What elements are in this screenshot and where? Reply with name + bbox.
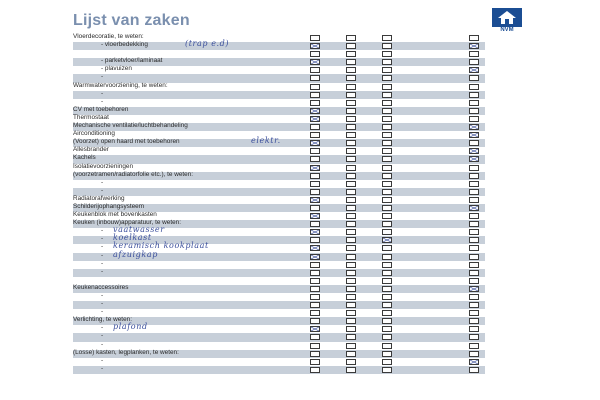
checkbox[interactable] (346, 197, 356, 203)
checkbox[interactable] (382, 367, 392, 373)
checkbox[interactable] (382, 270, 392, 276)
checkbox[interactable] (346, 278, 356, 284)
checklist-row (73, 39, 485, 50)
row-shading (73, 188, 485, 196)
checklist-row (73, 358, 485, 366)
checkbox-checked[interactable] (310, 245, 320, 251)
checkbox[interactable] (382, 351, 392, 357)
checkbox[interactable] (346, 108, 356, 114)
checkbox[interactable] (469, 116, 479, 122)
checkbox-checked[interactable] (310, 59, 320, 65)
checkbox[interactable] (382, 100, 392, 106)
checkbox[interactable] (346, 148, 356, 154)
checklist-row (73, 269, 485, 277)
handwritten-note: afzuigkap (113, 249, 158, 259)
checkbox[interactable] (382, 359, 392, 365)
checkbox[interactable] (382, 156, 392, 162)
checkbox[interactable] (346, 334, 356, 340)
row-label: - parketvloer/laminaat (101, 57, 163, 65)
checkbox[interactable] (469, 173, 479, 179)
row-label: (Losse) kasten, legplanken, te weten: (73, 348, 179, 356)
checkbox[interactable] (469, 270, 479, 276)
row-shading (73, 301, 485, 309)
row-label: Airconditioning (73, 130, 115, 138)
checkbox[interactable] (382, 197, 392, 203)
checkbox[interactable] (382, 84, 392, 90)
checkbox[interactable] (310, 351, 320, 357)
checkbox-checked[interactable] (469, 205, 479, 211)
checkbox[interactable] (382, 245, 392, 251)
handwritten-note: koelkast (113, 233, 152, 243)
checkbox[interactable] (382, 262, 392, 268)
row-label: - vloerbedekking (101, 41, 148, 49)
checkbox[interactable] (310, 343, 320, 349)
checkbox[interactable] (310, 359, 320, 365)
checklist-row (73, 309, 485, 317)
checklist-row (73, 66, 485, 74)
checklist-row (73, 277, 485, 285)
row-label: Mechanische ventilatie/luchtbehandeling (73, 122, 188, 130)
checkbox[interactable] (346, 310, 356, 316)
handwritten-note: (trap e.d) (185, 39, 230, 49)
checkbox[interactable] (346, 59, 356, 65)
checkbox[interactable] (346, 100, 356, 106)
handwritten-note: elektr. (251, 136, 281, 146)
page-title: Lijst van zaken (73, 12, 190, 29)
row-shading (73, 333, 485, 341)
checkbox[interactable] (382, 132, 392, 138)
checklist-row (73, 123, 485, 131)
checklist-row (73, 147, 485, 155)
row-shading (73, 366, 485, 374)
checkbox-checked[interactable] (469, 148, 479, 154)
checkbox[interactable] (346, 51, 356, 57)
checkbox[interactable] (346, 35, 356, 41)
row-label: - (101, 235, 104, 243)
checkbox[interactable] (469, 100, 479, 106)
checklist-row (73, 188, 485, 196)
checkbox-checked[interactable] (310, 165, 320, 171)
checkbox[interactable] (310, 334, 320, 340)
checkbox[interactable] (346, 165, 356, 171)
checkbox[interactable] (469, 237, 479, 243)
checkbox[interactable] (382, 92, 392, 98)
checkbox[interactable] (469, 351, 479, 357)
checkbox[interactable] (469, 278, 479, 284)
checkbox[interactable] (310, 181, 320, 187)
row-label: Vloerdecoratie, te weten: (73, 33, 144, 40)
checkbox[interactable] (382, 75, 392, 81)
checkbox[interactable] (469, 140, 479, 146)
checkbox[interactable] (382, 205, 392, 211)
row-label: (voorzetramen/radiatorfolie etc.), te weten: (73, 170, 194, 178)
row-label: - (101, 251, 104, 259)
checkbox[interactable] (346, 67, 356, 73)
row-label: Kachels (73, 154, 96, 162)
checkbox[interactable] (310, 294, 320, 300)
checkbox[interactable] (310, 367, 320, 373)
checkbox[interactable] (310, 92, 320, 98)
row-label: CV met toebehoren (73, 105, 129, 113)
checkbox[interactable] (382, 43, 392, 49)
row-label: - (101, 227, 104, 235)
checkbox[interactable] (346, 205, 356, 211)
checkbox[interactable] (310, 278, 320, 284)
checklist-row (73, 301, 485, 309)
checkbox[interactable] (346, 245, 356, 251)
checkbox[interactable] (469, 51, 479, 57)
checkbox[interactable] (310, 132, 320, 138)
checkbox[interactable] (382, 59, 392, 65)
row-label: Allesbrander (73, 146, 109, 154)
row-label: - (101, 364, 104, 372)
checkbox[interactable] (469, 213, 479, 219)
checkbox[interactable] (310, 100, 320, 106)
checkbox[interactable] (346, 173, 356, 179)
checkbox[interactable] (346, 326, 356, 332)
checkbox[interactable] (469, 108, 479, 114)
checklist-row (73, 91, 485, 99)
row-label: - (101, 267, 104, 275)
checkbox[interactable] (346, 367, 356, 373)
checkbox[interactable] (469, 229, 479, 235)
row-label: Isolatievoorzieningen (73, 162, 134, 170)
checkbox[interactable] (346, 262, 356, 268)
checklist-row (73, 107, 485, 115)
checkbox[interactable] (469, 84, 479, 90)
checkbox[interactable] (346, 43, 356, 49)
checkbox[interactable] (310, 156, 320, 162)
checklist-row (73, 293, 485, 301)
logo-label: NVM (500, 27, 514, 33)
row-label: - (101, 259, 104, 267)
row-shading (73, 269, 485, 277)
row-label: (Voorzet) open haard met toebehoren (73, 138, 180, 146)
checkbox[interactable] (310, 124, 320, 130)
checkbox[interactable] (382, 173, 392, 179)
checkbox[interactable] (469, 165, 479, 171)
row-label: - (101, 324, 104, 332)
checklist-row (73, 322, 485, 333)
checkbox[interactable] (346, 229, 356, 235)
checklist-table (73, 34, 485, 374)
checkbox[interactable] (346, 124, 356, 130)
checkbox[interactable] (382, 165, 392, 171)
checkbox[interactable] (346, 213, 356, 219)
checkbox[interactable] (346, 75, 356, 81)
checklist-row (73, 350, 485, 358)
row-label: - (101, 292, 104, 299)
row-label: Keukenaccessoires (73, 283, 129, 291)
row-label: Keuken (inbouw)apparatuur, te weten: (73, 219, 182, 227)
checkbox[interactable] (346, 221, 356, 227)
checkbox[interactable] (469, 35, 479, 41)
row-label: - (101, 97, 104, 105)
checkbox[interactable] (310, 237, 320, 243)
checkbox[interactable] (346, 318, 356, 324)
row-label: - (101, 356, 104, 364)
checkbox[interactable] (469, 197, 479, 203)
checkbox[interactable] (346, 359, 356, 365)
checkbox[interactable] (469, 181, 479, 187)
checkbox[interactable] (346, 286, 356, 292)
checkbox[interactable] (310, 51, 320, 57)
checklist-row (73, 261, 485, 269)
checkbox[interactable] (382, 213, 392, 219)
checkbox[interactable] (382, 140, 392, 146)
checkbox-checked[interactable] (310, 254, 320, 260)
row-label: Keukenblok met bovenkasten (73, 211, 157, 219)
checkbox[interactable] (382, 51, 392, 57)
checkbox-checked[interactable] (469, 43, 479, 49)
checkbox[interactable] (469, 326, 479, 332)
checklist-row (73, 366, 485, 374)
checkbox[interactable] (469, 221, 479, 227)
checkbox[interactable] (382, 148, 392, 154)
checkbox[interactable] (469, 294, 479, 300)
row-label: - (101, 89, 104, 97)
checkbox[interactable] (346, 237, 356, 243)
checkbox-checked[interactable] (469, 67, 479, 73)
checkbox[interactable] (346, 84, 356, 90)
checkbox[interactable] (469, 318, 479, 324)
checkbox[interactable] (346, 181, 356, 187)
row-label: - (101, 186, 104, 194)
checkbox[interactable] (346, 270, 356, 276)
checkbox-checked[interactable] (310, 213, 320, 219)
checkbox[interactable] (382, 302, 392, 308)
row-label: - plavuizen (101, 65, 132, 73)
checkbox[interactable] (382, 181, 392, 187)
checkbox[interactable] (469, 189, 479, 195)
checkbox-checked[interactable] (310, 197, 320, 203)
checkbox[interactable] (382, 254, 392, 260)
checkbox[interactable] (382, 221, 392, 227)
row-label: Warmwatervoorziening, te weten: (73, 81, 168, 89)
checkbox[interactable] (469, 302, 479, 308)
checkbox-checked[interactable] (469, 359, 479, 365)
checkbox[interactable] (310, 221, 320, 227)
checkbox[interactable] (469, 334, 479, 340)
checkbox[interactable] (310, 84, 320, 90)
checkbox[interactable] (382, 286, 392, 292)
checklist-row (73, 249, 485, 261)
checkbox[interactable] (310, 262, 320, 268)
checkbox[interactable] (382, 189, 392, 195)
handwritten-note: keramisch kookplaat (113, 241, 209, 251)
checkbox-checked[interactable] (469, 286, 479, 292)
checkbox[interactable] (310, 189, 320, 195)
checkbox[interactable] (469, 92, 479, 98)
checkbox[interactable] (382, 35, 392, 41)
checkbox[interactable] (310, 205, 320, 211)
checkbox-checked[interactable] (310, 229, 320, 235)
row-label: Thermostaat (73, 113, 109, 121)
checkbox[interactable] (469, 75, 479, 81)
checkbox[interactable] (469, 343, 479, 349)
row-label: - (101, 340, 104, 348)
checkbox[interactable] (346, 343, 356, 349)
checkbox[interactable] (382, 343, 392, 349)
row-shading (73, 91, 485, 99)
row-label: - (101, 300, 104, 308)
row-shading (73, 285, 485, 293)
checkbox-checked[interactable] (310, 116, 320, 122)
checklist-row (73, 180, 485, 188)
house-icon (492, 8, 522, 27)
checklist-row (73, 99, 485, 107)
checkbox[interactable] (346, 132, 356, 138)
row-label: Radiatorafwerking (73, 194, 125, 202)
checklist-row (73, 58, 485, 66)
checkbox[interactable] (310, 148, 320, 154)
checkbox[interactable] (382, 278, 392, 284)
checkbox[interactable] (310, 173, 320, 179)
handwritten-note: plafond (113, 322, 148, 332)
checklist-row (73, 285, 485, 293)
checkbox[interactable] (346, 189, 356, 195)
checkbox-checked[interactable] (469, 156, 479, 162)
row-label: - (101, 73, 104, 81)
row-label: - (101, 243, 104, 251)
checkbox[interactable] (382, 108, 392, 114)
checkbox[interactable] (382, 318, 392, 324)
checkbox[interactable] (469, 367, 479, 373)
checklist-row (73, 136, 485, 147)
checkbox[interactable] (310, 302, 320, 308)
checkbox[interactable] (382, 326, 392, 332)
row-label: - (101, 332, 104, 340)
nvm-logo (492, 8, 522, 34)
checkbox[interactable] (310, 286, 320, 292)
checklist-row (73, 172, 485, 180)
checkbox[interactable] (469, 262, 479, 268)
checkbox-checked[interactable] (310, 108, 320, 114)
checklist-row (73, 333, 485, 341)
row-shading (73, 107, 485, 115)
checkbox[interactable] (346, 140, 356, 146)
checkbox[interactable] (310, 310, 320, 316)
checkbox[interactable] (346, 294, 356, 300)
checkbox-checked[interactable] (382, 237, 392, 243)
row-label: Schilderijophangsysteem (73, 202, 145, 210)
checkbox[interactable] (469, 59, 479, 65)
checklist-row (73, 83, 485, 91)
row-label: - (101, 178, 104, 186)
checkbox[interactable] (346, 116, 356, 122)
row-shading (73, 155, 485, 163)
checkbox[interactable] (382, 67, 392, 73)
checkbox[interactable] (310, 270, 320, 276)
row-label: Verlichting, te weten: (73, 316, 132, 324)
checkbox[interactable] (469, 245, 479, 251)
checkbox[interactable] (310, 75, 320, 81)
checkbox-checked[interactable] (310, 326, 320, 332)
checkbox[interactable] (382, 310, 392, 316)
checkbox[interactable] (469, 254, 479, 260)
checkbox[interactable] (346, 302, 356, 308)
checkbox[interactable] (346, 156, 356, 162)
checkbox-checked[interactable] (469, 124, 479, 130)
checkbox[interactable] (346, 92, 356, 98)
handwritten-note: vaatwasser (113, 225, 165, 235)
checkbox[interactable] (469, 310, 479, 316)
checkbox[interactable] (310, 318, 320, 324)
row-label: - (101, 308, 104, 316)
checkbox[interactable] (346, 351, 356, 357)
checkbox[interactable] (382, 294, 392, 300)
checkbox[interactable] (346, 254, 356, 260)
checkbox-checked[interactable] (310, 140, 320, 146)
checkbox[interactable] (382, 116, 392, 122)
checkbox-checked[interactable] (310, 43, 320, 49)
checkbox[interactable] (310, 67, 320, 73)
checklist-row (73, 155, 485, 163)
checkbox[interactable] (310, 35, 320, 41)
checkbox[interactable] (382, 334, 392, 340)
checkbox-checked[interactable] (469, 132, 479, 138)
checkbox[interactable] (382, 124, 392, 130)
checkbox[interactable] (382, 229, 392, 235)
